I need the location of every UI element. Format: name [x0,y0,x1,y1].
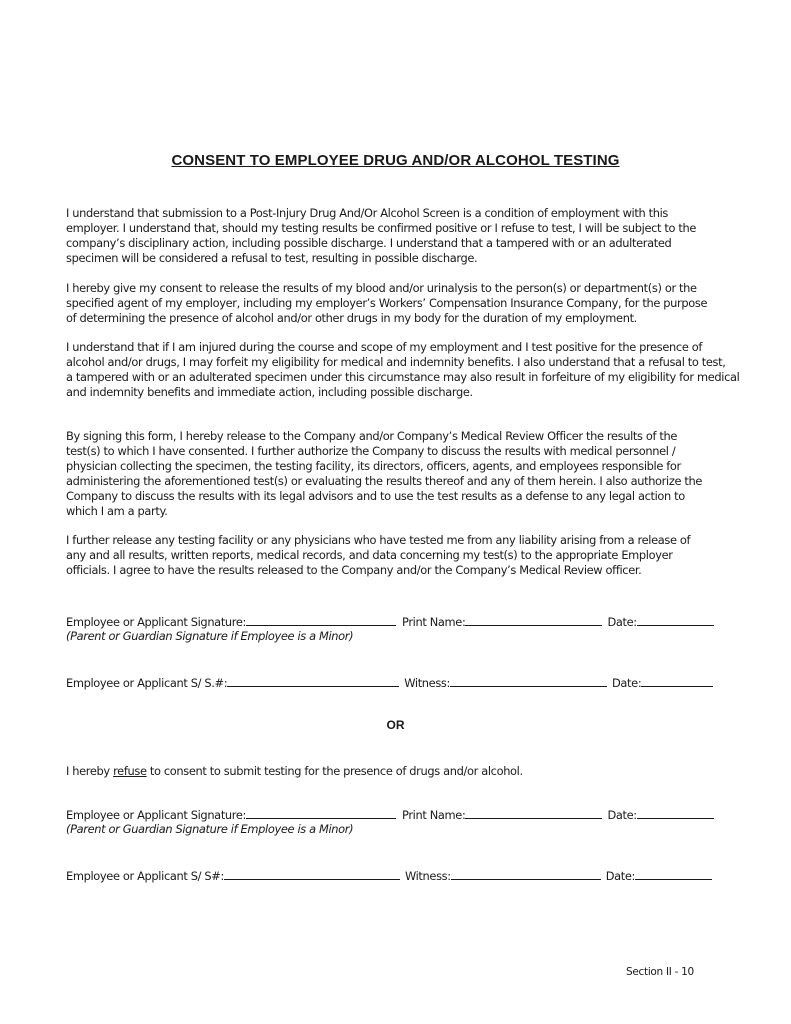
refuse-prefix: I hereby [66,764,114,778]
paragraph-post-injury-screen [66,206,778,266]
witness-label: Witness: [404,869,451,883]
witness-field[interactable] [450,675,607,687]
text-line: employer. I understand that, should my testing results be confirmed positive or I refuse to test, I will be subject to the [66,221,697,235]
paragraph-release-consent [66,281,778,326]
witness-label: Witness: [404,676,450,690]
date-field[interactable] [641,675,713,687]
text-line: of determining the presence of alcohol and/or other drugs in my body for the duration of my employment. [66,311,637,325]
text-line: administering the aforementioned test(s) or evaluating the results thereof and any of them herein. I also authorize the [66,474,703,488]
text-line: I further release any testing facility or any physicians who have tested me from any liability arising from a release of [66,533,691,547]
refuse-suffix: to consent to submit testing for the presence of drugs and/or alcohol. [146,764,523,778]
witness-field[interactable] [451,868,601,880]
date-label: Date: [605,869,636,883]
text-line: company’s disciplinary action, including possible discharge. I understand that a tampered with or an adulterated [66,236,672,250]
refuse-statement [66,764,523,778]
ssn-field[interactable] [224,868,400,880]
text-line: I understand that if I am injured during the course and scope of my employment and I test positive for the presence of [66,340,703,354]
refuse-emphasis: refuse [113,764,147,778]
or-divider: OR [386,718,405,732]
date-field[interactable] [637,807,714,819]
date-label: Date: [607,808,637,822]
ssn-label: Employee or Applicant S/ S.#: [66,676,228,690]
print-name-label: Print Name: [402,615,466,629]
text-line: alcohol and/or drugs, I may forfeit my eligibility for medical and indemnity benefits. I also understand that a refusal to test, [66,355,726,369]
ssn-field[interactable] [227,675,399,687]
paragraph-injury-forfeit [66,340,778,400]
document-title: CONSENT TO EMPLOYEE DRUG AND/OR ALCOHOL TESTING [171,152,620,169]
text-line: physician collecting the specimen, the testing facility, its directors, officers, agents, and employees responsible for [66,459,681,473]
signature-field[interactable] [246,614,396,626]
refuse-signature-row [66,807,714,822]
date-field[interactable] [635,868,712,880]
date-label: Date: [612,676,642,690]
refuse-ssn-row [66,868,712,883]
text-line: and indemnity benefits and immediate action, including possible discharge. [66,385,473,399]
text-line: officials. I agree to have the results released to the Company and/or the Company’s Medical Review officer. [66,563,642,577]
text-line: Company to discuss the results with its legal advisors and to use the test results as a defense to any legal action to [66,489,685,503]
consent-ssn-row [66,675,713,690]
consent-signature-row [66,614,714,629]
guardian-note: (Parent or Guardian Signature if Employee is a Minor) [66,822,354,836]
page-footer: Section II - 10 [626,966,694,978]
paragraph-liability-release [66,533,778,578]
text-line: which I am a party. [66,504,168,518]
signature-label: Employee or Applicant Signature: [66,615,247,629]
print-name-field[interactable] [465,807,602,819]
print-name-field[interactable] [465,614,602,626]
print-name-label: Print Name: [402,808,466,822]
text-line: any and all results, written reports, medical records, and data concerning my test(s) to the appropriate Employer [66,548,673,562]
text-line: I hereby give my consent to release the results of my blood and/or urinalysis to the person(s) or department(s) or the [66,281,697,295]
text-line: a tampered with or an adulterated specimen under this circumstance may also result in forfeiture of my eligibility for medical [66,370,740,384]
guardian-note: (Parent or Guardian Signature if Employee is a Minor) [66,629,354,643]
paragraph-signing-release [66,429,778,519]
text-line: test(s) to which I have consented. I further authorize the Company to discuss the results with medical personnel / [66,444,676,458]
text-line: By signing this form, I hereby release to the Company and/or Company’s Medical Review Officer the results of the [66,429,678,443]
signature-label: Employee or Applicant Signature: [66,808,247,822]
date-label: Date: [607,615,637,629]
text-line: specified agent of my employer, including my employer’s Workers’ Compensation Insurance Company, for the purpose [66,296,708,310]
signature-field[interactable] [246,807,396,819]
text-line: specimen will be considered a refusal to test, resulting in possible discharge. [66,251,478,265]
date-field[interactable] [637,614,714,626]
text-line: I understand that submission to a Post-Injury Drug And/Or Alcohol Screen is a condition of employment with this [66,206,669,220]
ssn-label: Employee or Applicant S/ S#: [66,869,224,883]
